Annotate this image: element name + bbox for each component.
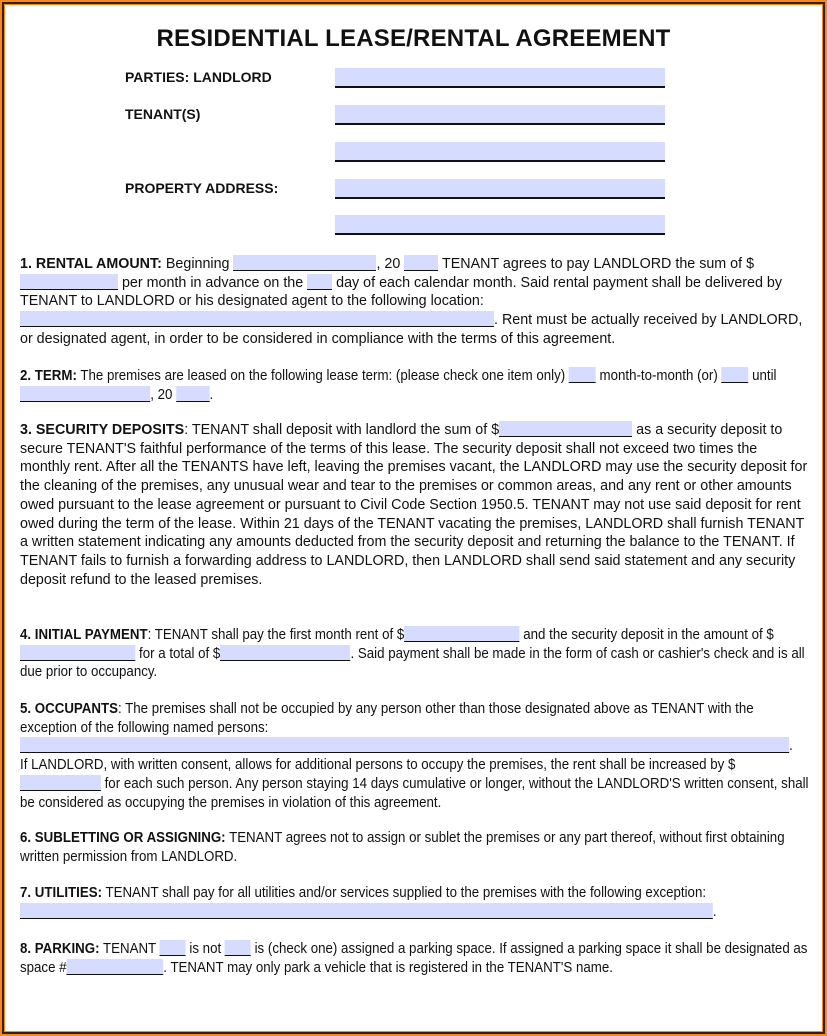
tenants-label: TENANT(S) <box>125 106 201 122</box>
parking-is-not-checkbox[interactable] <box>160 940 186 956</box>
section-initial-payment <box>20 626 811 682</box>
clause-text: TENANT <box>99 941 160 957</box>
clause-text: is (check one) assigned a parking space. If assigned a parking space it shall be designated as space # <box>20 941 808 976</box>
clause-text: : The premises shall not be occupied by any person other than those designated above as TENANT with the exception of the following named persons: <box>20 701 754 736</box>
fixed-term-checkbox[interactable] <box>721 367 748 383</box>
initial-total-field[interactable] <box>220 645 350 661</box>
clause-text: : TENANT shall pay the first month rent of $ <box>147 627 405 643</box>
section-heading: 4. INITIAL PAYMENT <box>20 627 148 643</box>
landlord-label: PARTIES: LANDLORD <box>125 69 272 85</box>
additional-occupants-field[interactable] <box>20 737 789 753</box>
section-security-deposits <box>20 421 810 589</box>
section-subletting <box>20 829 811 866</box>
document-page <box>5 5 822 1031</box>
parking-space-number-field[interactable] <box>67 959 164 975</box>
rent-start-date-field[interactable] <box>233 255 376 271</box>
clause-text: month-to-month (or) <box>595 368 722 384</box>
tenant-field-1[interactable] <box>335 105 665 125</box>
clause-text: , 20 <box>150 386 177 403</box>
clause-text: as a security deposit to secure TENANT'S faithful performance of the terms of this lease. The security deposit shall not exceed two times the monthly rent. After all the TENANTS have left, leaving the premises vacant, the LANDLORD may use the security deposit for the cleaning of the premises, any unusual wear and tear to the premises or common areas, and any rent or other amounts owed pursuant to the lease agreement or pursuant to Civil Code Section 1950.5. TENANT may not use said deposit for rent owed during the term of the lease. Within 21 days of the TENANT vacating the premises, LANDLORD shall furnish TENANT a written statement indicating any amounts deducted from the security deposit and returning the balance to the TENANT. If TENANT fails to furnish a forwarding address to LANDLORD, then LANDLORD shall send said statement and any security deposit refund to the leased premises. <box>20 422 808 588</box>
security-deposit-amount-field[interactable] <box>499 421 632 437</box>
additional-person-rent-field[interactable] <box>20 775 101 791</box>
monthly-rent-field[interactable] <box>20 274 118 290</box>
document-title: RESIDENTIAL LEASE/RENTAL AGREEMENT <box>156 25 671 52</box>
landlord-field[interactable] <box>335 68 665 88</box>
clause-text: , 20 <box>376 256 405 272</box>
section-rental-amount <box>20 255 810 349</box>
payment-location-field[interactable] <box>20 311 494 327</box>
clause-text: day of each calendar month. Said rental payment shall be delivered by TENANT to LANDLORD or his designated agent to the following location: <box>20 274 783 310</box>
section-heading: 7. UTILITIES: <box>20 885 102 901</box>
clause-text: . Said payment shall be made in the form of cash or cashier's check and is all due prior to occupancy. <box>20 645 805 681</box>
clause-text: per month in advance on the <box>118 274 308 291</box>
term-end-year-field[interactable] <box>176 386 209 402</box>
section-heading: 8. PARKING: <box>20 941 100 957</box>
clause-text: TENANT agrees not to assign or sublet the premises or any part thereof, without first obtaining written permission from LANDLORD. <box>20 830 785 865</box>
section-utilities <box>20 884 811 921</box>
property-address-label: PROPERTY ADDRESS: <box>125 180 279 196</box>
due-day-field[interactable] <box>307 274 332 290</box>
month-to-month-checkbox[interactable] <box>569 367 596 383</box>
clause-text: Beginning <box>161 256 234 272</box>
clause-text: If LANDLORD, with written consent, allows for additional persons to occupy the premises, the rent shall be increased by $ <box>20 757 736 774</box>
section-term <box>20 367 811 404</box>
utilities-exception-field[interactable] <box>20 903 713 919</box>
tenant-field-2[interactable] <box>335 142 665 162</box>
term-end-date-field[interactable] <box>20 386 150 402</box>
clause-text: for a total of $ <box>135 645 221 662</box>
section-heading: 1. RENTAL AMOUNT: <box>20 256 162 272</box>
clause-text: is not <box>185 941 225 957</box>
clause-text: . <box>712 903 717 920</box>
clause-text: The premises are leased on the following lease term: (please check one item only) <box>76 368 569 384</box>
clause-text: . Rent must be actually received by LANDLORD, or designated agent, in order to be considered in compliance with the terms of this agreement. <box>20 312 803 347</box>
initial-deposit-field[interactable] <box>20 645 135 661</box>
clause-text: : TENANT shall deposit with landlord the sum of $ <box>184 422 500 438</box>
first-month-rent-field[interactable] <box>404 626 519 642</box>
section-heading: 6. SUBLETTING OR ASSIGNING: <box>20 830 226 846</box>
clause-text: until <box>748 368 777 384</box>
clause-text: TENANT shall pay for all utilities and/or services supplied to the premises with the following exception: <box>101 885 707 901</box>
clause-text: TENANT agrees to pay LANDLORD the sum of $ <box>438 256 755 272</box>
rent-start-year-field[interactable] <box>404 255 438 271</box>
clause-text: for each such person. Any person staying 14 days cumulative or longer, without the LANDLORD'S written consent, shall be considered as occupying the premises in violation of this agreement. <box>20 775 809 811</box>
section-occupants <box>20 700 811 812</box>
clause-text: . <box>789 738 793 755</box>
parking-is-checkbox[interactable] <box>225 940 251 956</box>
clause-text: . TENANT may only park a vehicle that is registered in the TENANT'S name. <box>163 959 613 976</box>
clause-text: . <box>209 386 214 403</box>
section-heading: 5. OCCUPANTS <box>20 701 119 717</box>
section-heading: 2. TERM: <box>20 368 77 384</box>
clause-text: and the security deposit in the amount of $ <box>519 627 774 643</box>
property-address-field-1[interactable] <box>335 179 665 199</box>
section-parking <box>20 940 811 977</box>
property-address-field-2[interactable] <box>335 215 665 235</box>
section-heading: 3. SECURITY DEPOSITS <box>20 422 185 438</box>
